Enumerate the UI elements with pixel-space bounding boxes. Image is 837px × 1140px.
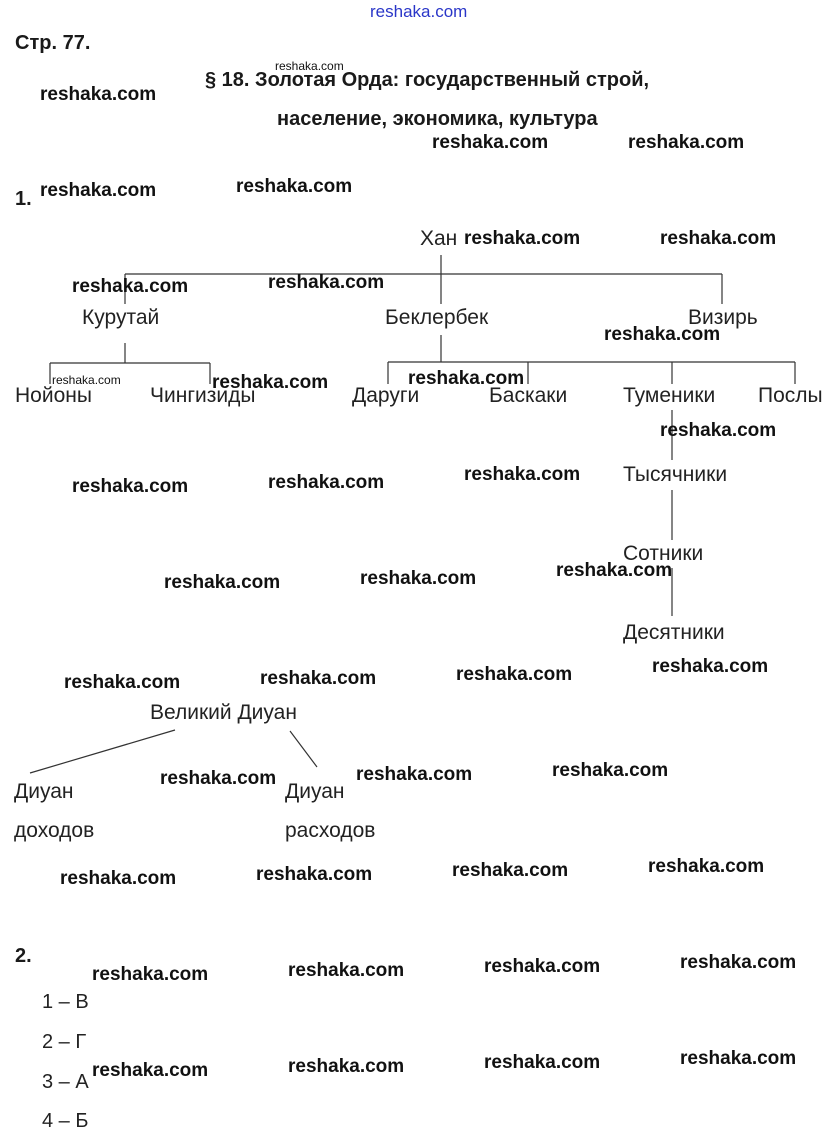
watermark: reshaka.com <box>432 132 549 153</box>
watermark: reshaka.com <box>60 868 177 889</box>
watermark: reshaka.com <box>680 1048 797 1069</box>
node-diuan-income-1: Диуан <box>14 780 74 803</box>
page-label: Стр. 77. <box>15 32 91 54</box>
answer-3: 3 – А <box>42 1071 89 1093</box>
watermark: reshaka.com <box>268 272 385 293</box>
watermark: reshaka.com <box>256 864 373 885</box>
answer-2: 2 – Г <box>42 1031 87 1053</box>
node-noyons: Нойоны <box>15 384 92 407</box>
watermark: reshaka.com <box>268 472 385 493</box>
watermark: reshaka.com <box>72 276 189 297</box>
watermark: reshaka.com <box>360 568 477 589</box>
watermark-small: reshaka.com <box>275 59 344 73</box>
task1-number: 1. <box>15 188 32 210</box>
watermark-small: reshaka.com <box>52 373 121 387</box>
watermark: reshaka.com <box>92 1060 209 1081</box>
connector-diuan-expense <box>290 731 317 767</box>
page-title-line1: § 18. Золотая Орда: государственный строй, <box>205 69 650 91</box>
watermark: reshaka.com <box>72 476 189 497</box>
watermark: reshaka.com <box>660 228 777 249</box>
watermark: reshaka.com <box>652 656 769 677</box>
node-darugi: Даруги <box>352 384 420 407</box>
watermark: reshaka.com <box>660 420 777 441</box>
node-diuan-expense-1: Диуан <box>285 780 345 803</box>
watermark: reshaka.com <box>260 668 377 689</box>
watermark: reshaka.com <box>484 1052 601 1073</box>
watermark: reshaka.com <box>456 664 573 685</box>
node-diuan-expense-2: расходов <box>285 819 376 842</box>
watermark: reshaka.com <box>648 856 765 877</box>
watermark: reshaka.com <box>164 572 281 593</box>
watermark: reshaka.com <box>680 952 797 973</box>
top-watermark: reshaka.com <box>370 2 468 21</box>
node-baskaki: Баскаки <box>489 384 568 407</box>
node-posly: Послы <box>758 384 823 407</box>
node-chingizids: Чингизиды <box>150 384 256 407</box>
node-thousand: Тысячники <box>623 463 728 486</box>
watermark: reshaka.com <box>92 964 209 985</box>
node-khan: Хан <box>420 227 458 250</box>
watermark: reshaka.com <box>40 180 157 201</box>
task2-number: 2. <box>15 945 32 967</box>
watermark: reshaka.com <box>408 368 525 389</box>
watermark: reshaka.com <box>604 324 721 345</box>
watermark: reshaka.com <box>484 956 601 977</box>
watermark: reshaka.com <box>552 760 669 781</box>
answer-4: 4 – Б <box>42 1110 89 1132</box>
node-great-diuan: Великий Диуан <box>150 701 297 724</box>
watermark: reshaka.com <box>288 1056 405 1077</box>
watermark: reshaka.com <box>40 84 157 105</box>
connector-diuan-income <box>30 730 175 773</box>
node-ten: Десятники <box>623 621 725 644</box>
node-kurultai: Курутай <box>82 306 160 329</box>
watermark: reshaka.com <box>356 764 473 785</box>
answer-1: 1 – В <box>42 991 89 1013</box>
watermark: reshaka.com <box>160 768 277 789</box>
watermark: reshaka.com <box>452 860 569 881</box>
node-hundred: Сотники <box>623 542 704 565</box>
page-title-line2: население, экономика, культура <box>277 108 598 130</box>
watermark: reshaka.com <box>236 176 353 197</box>
watermark: reshaka.com <box>628 132 745 153</box>
watermark: reshaka.com <box>464 228 581 249</box>
node-diuan-income-2: доходов <box>14 819 95 842</box>
node-beklerbek: Беклербек <box>385 306 489 329</box>
watermark: reshaka.com <box>556 560 673 581</box>
node-vizier: Визирь <box>688 306 758 329</box>
watermark: reshaka.com <box>288 960 405 981</box>
node-tumeniki: Туменики <box>623 384 716 407</box>
watermark: reshaka.com <box>212 372 329 393</box>
watermark: reshaka.com <box>464 464 581 485</box>
watermark: reshaka.com <box>64 672 181 693</box>
